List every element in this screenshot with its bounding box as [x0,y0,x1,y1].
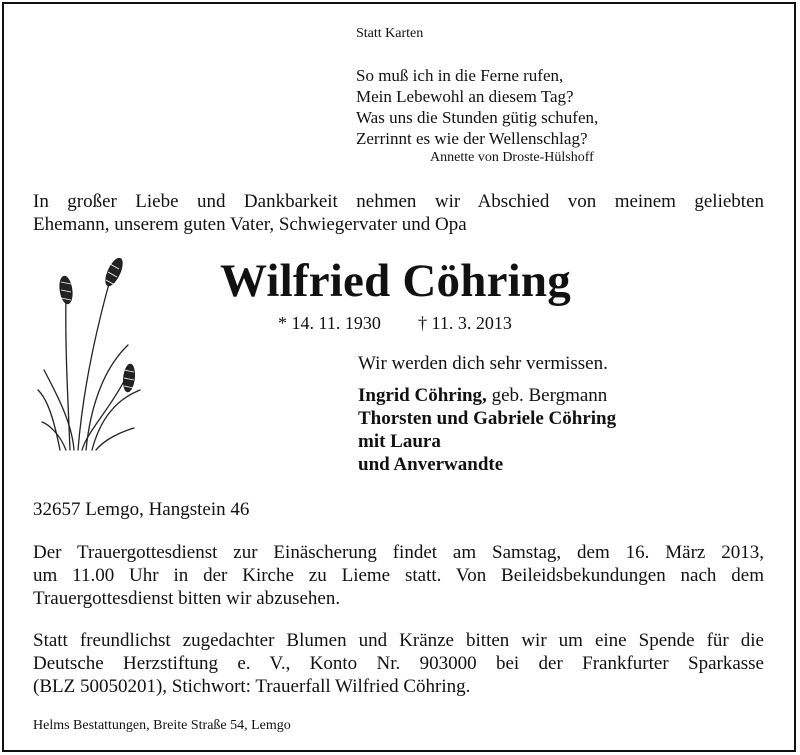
intro-line: In großer Liebe und Dankbarkeit nehmen wir Abschied von meinem geliebten [33,191,764,212]
funeral-home-footer: Helms Bestattungen, Breite Straße 54, Lemgo [33,718,291,733]
deceased-name: Wilfried Cöhring [220,255,571,307]
donation-line: Statt freundlichst zugedachter Blumen und Kränze bitten wir um eine Spende für die [33,630,764,651]
mourners-list [358,384,616,476]
birth-date: * 14. 11. 1930 [278,313,381,333]
mourner-maiden-name: geb. Bergmann [486,385,608,406]
service-line: Trauergottesdienst bitten wir abzusehen. [33,588,341,609]
miss-you-line: Wir werden dich sehr vermissen. [358,353,608,374]
donation-line: (BLZ 50050201), Stichwort: Trauerfall Wilfried Cöhring. [33,676,471,697]
service-line: um 11.00 Uhr in der Kirche zu Lieme statt. Von Beileidsbekundungen nach dem [33,565,764,586]
poem-line: Mein Lebewohl an diesem Tag? [356,87,574,106]
donation-text [33,629,764,698]
poem [356,65,598,149]
poem-author: Annette von Droste-Hülshoff [430,150,594,165]
mourner-line: und Anverwandte [358,454,504,475]
statt-karten-label: Statt Karten [356,26,424,41]
wheat-ears-illustration [30,250,150,455]
death-date: † 11. 3. 2013 [418,313,512,333]
donation-line: Deutsche Herzstiftung e. V., Konto Nr. 903000 bei der Frankfurter Sparkasse [33,653,764,674]
service-text [33,541,764,610]
service-line: Der Trauergottesdienst zur Einäscherung findet am Samstag, dem 16. März 2013, [33,542,764,563]
poem-line: So muß ich in die Ferne rufen, [356,66,564,85]
mourner-line: mit Laura [358,431,441,452]
mourner-name: Ingrid Cöhring, [358,385,487,406]
address: 32657 Lemgo, Hangstein 46 [33,499,250,520]
mourner-line: Thorsten und Gabriele Cöhring [358,408,617,429]
intro-line: Ehemann, unserem guten Vater, Schwiegervater und Opa [33,214,467,235]
poem-line: Zerrinnt es wie der Wellenschlag? [356,129,588,148]
poem-line: Was uns die Stunden gütig schufen, [356,108,599,127]
intro-text [33,190,764,236]
mourner-line [358,384,616,407]
